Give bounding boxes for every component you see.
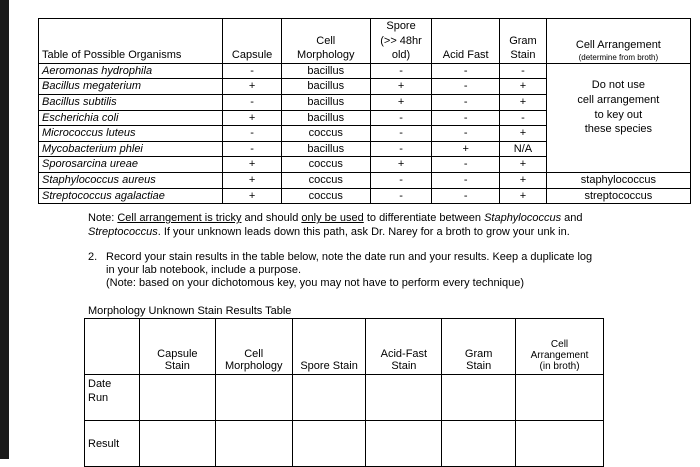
header-capsule-stain: Capsule Stain (139, 319, 215, 375)
header-gram: Gram Stain (500, 19, 547, 64)
gram-value: + (500, 79, 547, 95)
header-acid-fast: Acid Fast (432, 19, 500, 64)
morphology-value: coccus (281, 126, 370, 142)
spore-value: + (370, 157, 431, 173)
morphology-value: bacillus (281, 63, 370, 79)
gram-value: N/A (500, 141, 547, 157)
capsule-value: - (223, 94, 281, 110)
header-spore: Spore (>> 48hr old) (370, 19, 431, 64)
acid-fast-value: - (432, 172, 500, 188)
acid-fast-value: - (432, 126, 500, 142)
organism-name: Staphylococcus aureus (39, 172, 223, 188)
capsule-value: - (223, 63, 281, 79)
morphology-value: bacillus (281, 110, 370, 126)
capsule-value: + (223, 157, 281, 173)
acid-fast-value: - (432, 94, 500, 110)
acid-fast-value: - (432, 79, 500, 95)
gram-value: + (500, 157, 547, 173)
morphology-value: bacillus (281, 141, 370, 157)
capsule-value: + (223, 188, 281, 204)
acid-fast-value: - (432, 110, 500, 126)
organism-name: Sporosarcina ureae (39, 157, 223, 173)
spore-value: - (370, 110, 431, 126)
date-run-row (85, 375, 604, 421)
result-label: Result (85, 421, 140, 467)
morphology-value: coccus (281, 188, 370, 204)
header-morphology: Cell Morphology (281, 19, 370, 64)
instruction-line: (Note: based on your dichotomous key, you may not have to perform every technique) (106, 277, 525, 289)
morphology-value: bacillus (281, 94, 370, 110)
capsule-value: - (223, 141, 281, 157)
acid-fast-date-cell[interactable] (366, 375, 442, 421)
spore-date-cell[interactable] (292, 375, 366, 421)
item-number: 2. (88, 251, 98, 263)
gram-value: + (500, 188, 547, 204)
organism-name: Bacillus megaterium (39, 79, 223, 95)
date-run-label: Date Run (85, 375, 140, 421)
spore-value: - (370, 188, 431, 204)
table-row (39, 188, 691, 204)
spore-value: + (370, 79, 431, 95)
header-acid-fast-stain: Acid-Fast Stain (366, 319, 442, 375)
gram-date-cell[interactable] (442, 375, 516, 421)
capsule-result-cell[interactable] (139, 421, 215, 467)
left-edge-bar (0, 0, 9, 459)
header-gram-stain: Gram Stain (442, 319, 516, 375)
gram-value: - (500, 63, 547, 79)
gram-value: + (500, 172, 547, 188)
capsule-value: + (223, 110, 281, 126)
merged-arrangement-note: Do not use cell arrangement to key out these species (546, 63, 690, 172)
instruction-line: Record your stain results in the table below, note the date run and your results. Keep a duplicate log (106, 251, 593, 263)
gram-result-cell[interactable] (442, 421, 516, 467)
organism-name: Escherichia coli (39, 110, 223, 126)
results-header-row (85, 319, 604, 375)
arrangement-result-cell[interactable] (516, 421, 604, 467)
possible-organisms-table (38, 18, 691, 204)
spore-value: - (370, 63, 431, 79)
spore-result-cell[interactable] (292, 421, 366, 467)
morphology-value: coccus (281, 157, 370, 173)
capsule-value: + (223, 172, 281, 188)
organism-name: Micrococcus luteus (39, 126, 223, 142)
header-cell-morphology: Cell Morphology (215, 319, 292, 375)
table-row (39, 172, 691, 188)
header-capsule: Capsule (223, 19, 281, 64)
instruction-item-2 (88, 251, 668, 290)
acid-fast-value: - (432, 63, 500, 79)
organism-name: Aeromonas hydrophila (39, 63, 223, 79)
capsule-value: - (223, 126, 281, 142)
capsule-value: + (223, 79, 281, 95)
instruction-line: in your lab notebook, include a purpose. (106, 264, 302, 276)
gram-value: + (500, 94, 547, 110)
header-blank (85, 319, 140, 375)
header-cell-arrangement: Cell Arrangement (in broth) (516, 319, 604, 375)
acid-fast-value: - (432, 157, 500, 173)
table-row (39, 63, 691, 79)
acid-fast-value: + (432, 141, 500, 157)
organism-name: Streptococcus agalactiae (39, 188, 223, 204)
header-cell-arrangement: Cell Arrangement (determine from broth) (546, 19, 690, 64)
result-row (85, 421, 604, 467)
morphology-date-cell[interactable] (215, 375, 292, 421)
organism-name: Bacillus subtilis (39, 94, 223, 110)
gram-value: + (500, 126, 547, 142)
acid-fast-value: - (432, 188, 500, 204)
spore-value: - (370, 141, 431, 157)
morphology-value: bacillus (281, 79, 370, 95)
header-organism: Table of Possible Organisms (39, 19, 223, 64)
gram-value: - (500, 110, 547, 126)
morphology-value: coccus (281, 172, 370, 188)
morphology-result-cell[interactable] (215, 421, 292, 467)
spore-value: - (370, 172, 431, 188)
spore-value: + (370, 94, 431, 110)
spore-value: - (370, 126, 431, 142)
arrangement-date-cell[interactable] (516, 375, 604, 421)
staph-arrangement-value: staphylococcus (546, 172, 690, 188)
cell-arrangement-note: Note: Cell arrangement is tricky and should only be used to differentiate between Staphylococcus and Streptococcus. If your unknown leads down this path, ask Dr. Narey for a broth to grow your unk in. (88, 212, 583, 238)
header-spore-stain: Spore Stain (292, 319, 366, 375)
results-table-title: Morphology Unknown Stain Results Table (88, 305, 292, 317)
strep-arrangement-value: streptococcus (546, 188, 690, 204)
table-header-row (39, 19, 691, 64)
acid-fast-result-cell[interactable] (366, 421, 442, 467)
organism-name: Mycobacterium phlei (39, 141, 223, 157)
capsule-date-cell[interactable] (139, 375, 215, 421)
stain-results-table (84, 318, 604, 467)
